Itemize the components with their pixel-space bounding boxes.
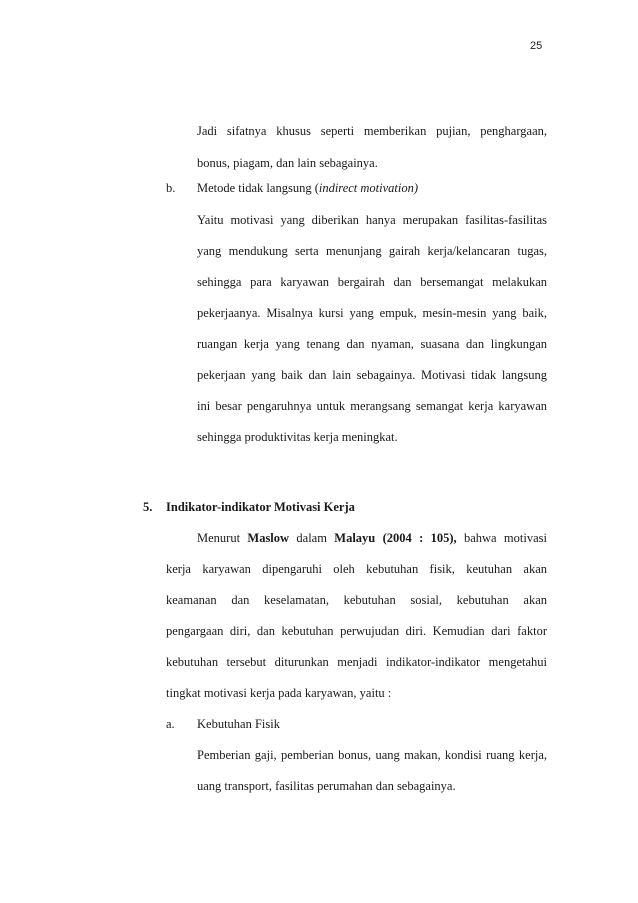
paragraph-line: kebutuhan tersebut diturunkan menjadi indikator-indikator mengetahui — [166, 655, 547, 669]
paragraph-line: Pemberian gaji, pemberian bonus, uang makan, kondisi ruang kerja, — [197, 748, 547, 762]
paragraph-line: Yaitu motivasi yang diberikan hanya merupakan fasilitas-fasilitas — [197, 213, 547, 227]
paragraph-line: kerja karyawan dipengaruhi oleh kebutuhan fisik, keutuhan akan — [166, 562, 547, 576]
title-text: Metode tidak langsung ( — [197, 181, 319, 195]
paragraph-line: ruangan kerja yang tenang dan nyaman, suasana dan lingkungan — [197, 337, 547, 351]
paragraph-line: pekerjaan yang baik dan lain sebagainya. Motivasi tidak langsung — [197, 368, 547, 382]
list-item-title — [197, 180, 418, 196]
section-heading: Indikator-indikator Motivasi Kerja — [166, 500, 355, 514]
intro-text: Menurut — [197, 531, 248, 545]
paragraph-line: pekerjaanya. Misalnya kursi yang empuk, mesin-mesin yang baik, — [197, 306, 547, 320]
paragraph-line: sehingga para karyawan bergairah dan bersemangat melakukan — [197, 275, 547, 289]
paragraph-line — [197, 530, 547, 546]
paragraph-line: Jadi sifatnya khusus seperti memberikan pujian, penghargaan, — [197, 124, 547, 138]
list-marker: b. — [166, 181, 176, 195]
citation: Malayu (2004 : 105), — [334, 531, 457, 545]
intro-text: bahwa motivasi — [456, 531, 547, 545]
page-number: 25 — [530, 40, 543, 52]
list-marker: a. — [166, 717, 175, 731]
section-number: 5. — [143, 500, 153, 514]
paragraph-line: tingkat motivasi kerja pada karyawan, yaitu : — [166, 686, 392, 700]
paragraph-line: keamanan dan keselamatan, kebutuhan sosial, kebutuhan akan — [166, 593, 547, 607]
paragraph-line: pengargaan diri, dan kebutuhan perwujudan diri. Kemudian dari faktor — [166, 624, 547, 638]
paragraph-line: yang mendukung serta menunjang gairah kerja/kelancaran tugas, — [197, 244, 547, 258]
intro-text: dalam — [289, 531, 335, 545]
paragraph-line: ini besar pengaruhnya untuk merangsang semangat kerja karyawan — [197, 399, 547, 413]
paragraph-line: bonus, piagam, dan lain sebagainya. — [197, 156, 378, 170]
paragraph-line: uang transport, fasilitas perumahan dan sebagainya. — [197, 779, 456, 793]
list-item-title: Kebutuhan Fisik — [197, 717, 280, 731]
author-name: Maslow — [247, 531, 290, 545]
title-italic-text: indirect motivation) — [318, 181, 419, 195]
paragraph-line: sehingga produktivitas kerja meningkat. — [197, 430, 398, 444]
